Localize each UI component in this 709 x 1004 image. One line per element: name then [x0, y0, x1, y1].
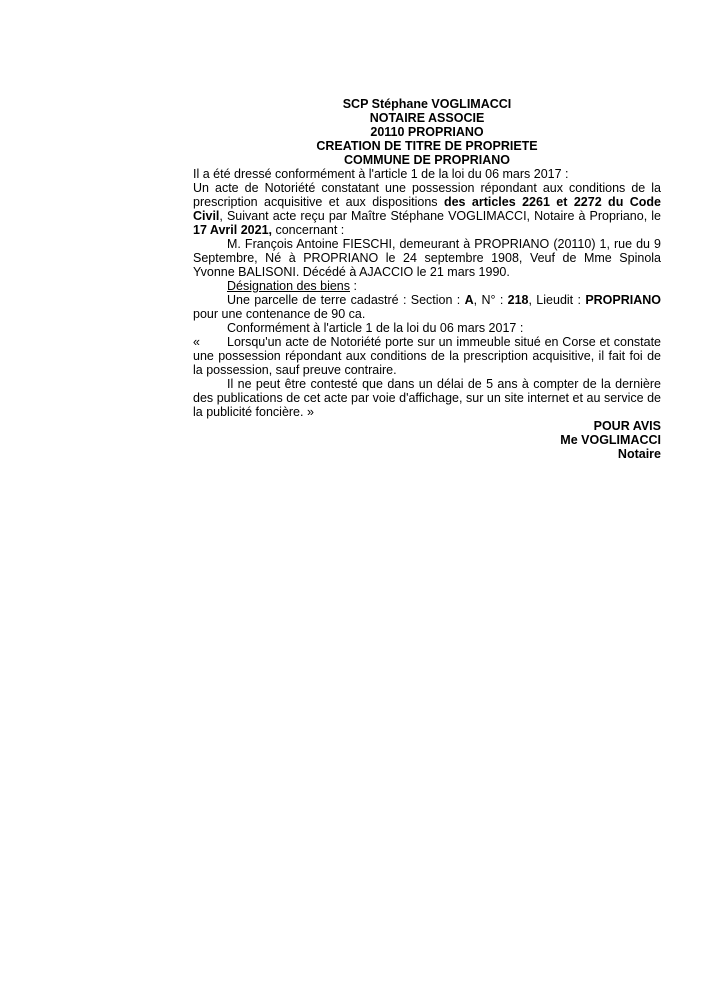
paragraph-quote-second: Il ne peut être contesté que dans un délai de 5 ans à compter de la dernière des publications de cet acte par voie d'affichage, sur un site internet et au service de la publicité foncière. » — [193, 377, 661, 419]
designation-heading-suffix: : — [350, 279, 357, 293]
opening-guillemet: « — [193, 335, 200, 349]
paragraph-parcel — [193, 293, 661, 321]
paragraph-person: M. François Antoine FIESCHI, demeurant à PROPRIANO (20110) 1, rue du 9 Septembre, Né à PROPRIANO le 24 septembre 1908, Veuf de Mme Spinola Yvonne BALISONI. Décédé à AJACCIO le 21 mars 1990. — [193, 237, 661, 279]
designation-heading-label: Désignation des biens — [227, 279, 350, 293]
paragraph-parcel-run: pour une contenance de 90 ca. — [193, 307, 366, 321]
paragraph-acte-run: , Suivant acte reçu par Maître Stéphane VOGLIMACCI, Notaire à Propriano, le — [219, 209, 661, 223]
paragraph-quote-first-text: Lorsqu'un acte de Notoriété porte sur un immeuble situé en Corse et constate une possession répondant aux conditions de la prescription acquisitive, il fait foi de la possession, sauf preuve contraire. — [193, 335, 661, 377]
paragraph-parcel-run: , Lieudit : — [528, 293, 586, 307]
paragraph-acte — [193, 181, 661, 237]
parcel-lieudit-value: PROPRIANO — [585, 293, 662, 307]
paragraph-acte-run: concernant : — [272, 223, 345, 237]
paragraph-acte-run: Un acte de Notoriété constatant une possession répondant aux conditions de la prescription acquisitive et aux dispositions — [193, 181, 661, 209]
letterhead-office-address: 20110 PROPRIANO — [370, 125, 484, 139]
letterhead-office-name: SCP Stéphane VOGLIMACCI — [342, 97, 512, 111]
letterhead-office-role: NOTAIRE ASSOCIE — [369, 111, 485, 125]
signature-title: Notaire — [617, 447, 661, 461]
paragraph-acte-run-bold: 17 Avril 2021, — [193, 223, 272, 237]
signature-name: Me VOGLIMACCI — [560, 433, 661, 447]
paragraph-parcel-run: Une parcelle de terre cadastré : Section : — [227, 293, 465, 307]
paragraph-parcel-run: , N° : — [473, 293, 508, 307]
signature-block — [193, 419, 661, 461]
parcel-number-value: 218 — [507, 293, 529, 307]
letterhead — [193, 97, 661, 167]
intro-line: Il a été dressé conformément à l'article 1 de la loi du 06 mars 2017 : — [193, 167, 569, 181]
paragraph-quote-first — [193, 335, 661, 377]
paragraph-acte-run-bold: des articles 2261 et 2272 du Code Civil — [193, 195, 661, 223]
document-body — [193, 97, 661, 461]
designation-heading — [193, 279, 661, 293]
signature-pour-avis: POUR AVIS — [593, 419, 661, 433]
document-subtitle: COMMUNE DE PROPRIANO — [344, 153, 510, 167]
document-title: CREATION DE TITRE DE PROPRIETE — [316, 139, 538, 153]
parcel-section-value: A — [464, 293, 474, 307]
conformity-line: Conformément à l'article 1 de la loi du 06 mars 2017 : — [227, 321, 524, 335]
